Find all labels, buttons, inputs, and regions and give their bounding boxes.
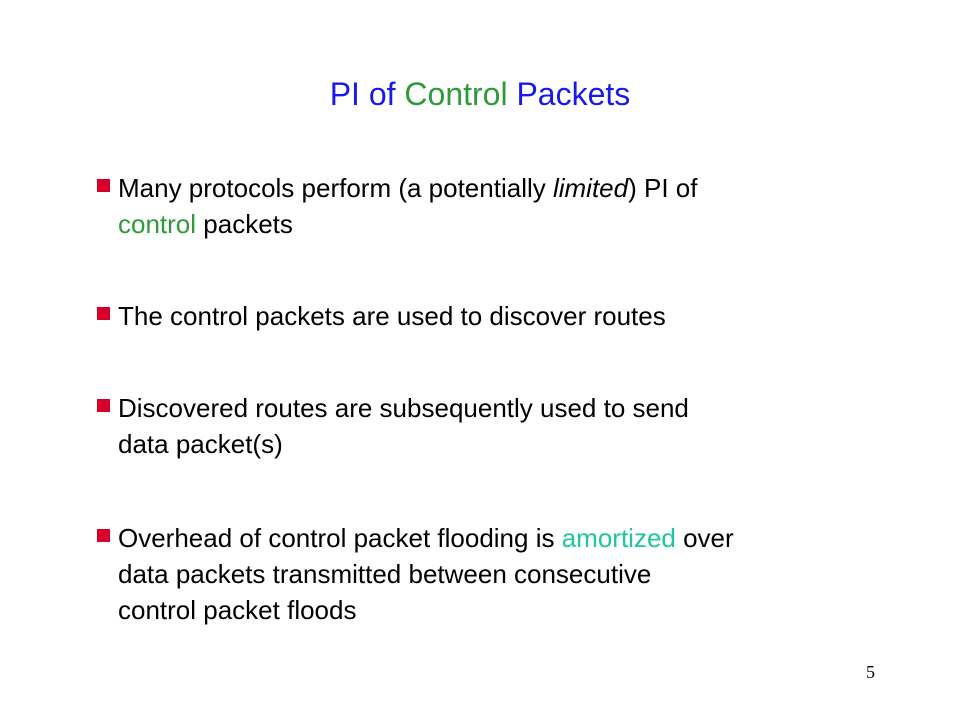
square-bullet-icon bbox=[97, 399, 110, 412]
square-bullet-icon bbox=[97, 307, 110, 320]
bullet-text-part: Many protocols perform (a potentially bbox=[118, 173, 553, 203]
bullet-text-emphasis: limited bbox=[552, 173, 629, 203]
bullet-text-part: Overhead of control packet flooding is bbox=[118, 523, 562, 553]
bullet-text bbox=[118, 390, 893, 462]
bullet-text-part: Discovered routes are subsequently used to send bbox=[118, 393, 689, 423]
bullet-text-part: packets bbox=[196, 209, 293, 239]
slide-title bbox=[0, 74, 960, 114]
square-bullet-icon bbox=[97, 529, 110, 542]
bullet-text bbox=[118, 520, 893, 628]
bullet-text bbox=[118, 298, 893, 334]
bullet-text-part: control packet floods bbox=[118, 595, 357, 625]
title-text-part: Packets bbox=[507, 76, 631, 112]
page-number: 5 bbox=[866, 662, 875, 682]
title-text-highlight: Control bbox=[404, 76, 508, 112]
bullet-text-part: The control packets are used to discover routes bbox=[118, 301, 666, 331]
title-text-part: PI of bbox=[329, 76, 405, 112]
bullet-text-highlight: amortized bbox=[561, 523, 676, 553]
bullet-text-part: ) PI of bbox=[628, 173, 698, 203]
bullet-text-part: over bbox=[675, 523, 734, 553]
square-bullet-icon bbox=[97, 179, 110, 192]
bullet-text-highlight: control bbox=[118, 209, 197, 239]
bullet-text-part: data packet(s) bbox=[118, 429, 283, 459]
bullet-text bbox=[118, 170, 893, 242]
bullet-text-part: data packets transmitted between consecutive bbox=[118, 559, 652, 589]
